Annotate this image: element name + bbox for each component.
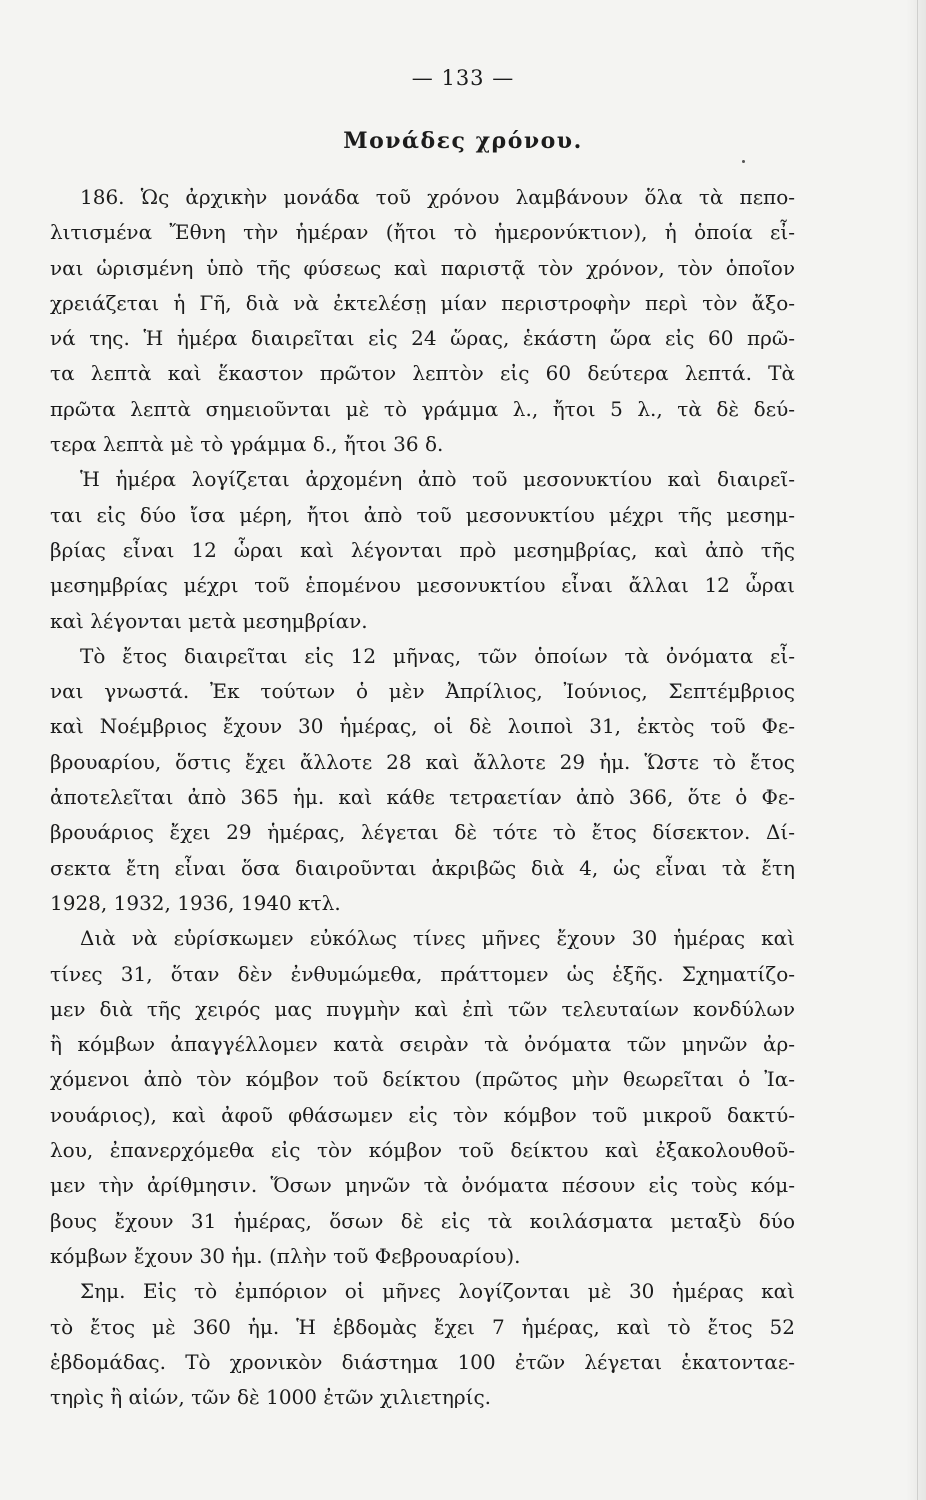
paragraph: [50, 462, 795, 638]
text-line: τὸ ἔτος μὲ 360 ἡμ. Ἡ ἑβδομὰς ἔχει 7 ἡμέρας, καὶ τὸ ἔτος 52: [50, 1314, 795, 1339]
paragraph: [50, 180, 795, 462]
text-line: βους ἔχουν 31 ἡμέρας, ὅσων δὲ εἰς τὰ κοιλάσματα μεταξὺ δύο: [50, 1208, 795, 1233]
page-edge-shadow: [906, 0, 926, 1500]
text-line: σεκτα ἔτη εἶναι ὅσα διαιροῦνται ἀκριβῶς διὰ 4, ὡς εἶναι τὰ ἔτη: [50, 855, 795, 880]
text-line: ναι ὡρισμένη ὑπὸ τῆς φύσεως καὶ παριστᾷ τὸν χρόνον, τὸν ὁποῖον: [50, 255, 795, 280]
text-line: βρουάριος ἔχει 29 ἡμέρας, λέγεται δὲ τότε τὸ ἔτος δίσεκτον. Δί-: [50, 820, 795, 845]
text-line: πρῶτα λεπτὰ σημειοῦνται μὲ τὸ γράμμα λ., ἤτοι 5 λ., τὰ δὲ δεύ-: [50, 396, 795, 421]
text-line: βρουαρίου, ὅστις ἔχει ἄλλοτε 28 καὶ ἄλλοτε 29 ἡμ. Ὥστε τὸ ἔτος: [50, 749, 795, 774]
text-line: τηρὶς ἢ αἰών, τῶν δὲ 1000 ἐτῶν χιλιετηρίς.: [50, 1385, 492, 1410]
text-line: κόμβων ἔχουν 30 ἡμ. (πλὴν τοῦ Φεβρουαρίου).: [50, 1243, 521, 1268]
paragraph: [50, 639, 795, 921]
text-line: καὶ Νοέμβριος ἔχουν 30 ἡμέρας, οἱ δὲ λοιποὶ 31, ἐκτὸς τοῦ Φε-: [50, 714, 795, 739]
page-number: — 133 —: [411, 66, 515, 90]
text-line: τίνες 31, ὅταν δὲν ἐνθυμώμεθα, πράττομεν ὡς ἑξῆς. Σχηματίζο-: [50, 961, 795, 986]
text-line: Σημ. Εἰς τὸ ἐμπόριον οἱ μῆνες λογίζονται μὲ 30 ἡμέρας καὶ: [80, 1279, 795, 1304]
text-line: ἢ κόμβων ἀπαγγέλλομεν κατὰ σειρὰν τὰ ὀνόματα τῶν μηνῶν ἀρ-: [50, 1032, 795, 1057]
text-line: λιτισμένα Ἔθνη τὴν ἡμέραν (ἤτοι τὸ ἡμερονύκτιον), ἡ ὁποία εἶ-: [50, 220, 795, 245]
paragraph: [50, 921, 795, 1274]
section-title: Μονάδες χρόνου.: [343, 128, 583, 154]
paragraph: [50, 1274, 795, 1415]
text-line: μεν διὰ τῆς χειρός μας πυγμὴν καὶ ἐπὶ τῶν τελευταίων κονδύλων: [50, 996, 795, 1021]
text-line: λου, ἐπανερχόμεθα εἰς τὸν κόμβον τοῦ δείκτου καὶ ἐξακολουθοῦ-: [50, 1138, 795, 1163]
text-line: τερα λεπτὰ μὲ τὸ γράμμα δ., ἤτοι 36 δ.: [50, 432, 444, 457]
text-line: μεσημβρίας μέχρι τοῦ ἑπομένου μεσονυκτίου εἶναι ἄλλαι 12 ὧραι: [50, 573, 795, 598]
text-line: ἀποτελεῖται ἀπὸ 365 ἡμ. καὶ κάθε τετραετίαν ἀπὸ 366, ὅτε ὁ Φε-: [50, 785, 795, 810]
text-body: [50, 180, 795, 1415]
text-line: ἑβδομάδας. Τὸ χρονικὸν διάστημα 100 ἐτῶν λέγεται ἑκατονταε-: [50, 1349, 795, 1374]
text-line: χόμενοι ἀπὸ τὸν κόμβον τοῦ δείκτου (πρῶτος μὴν θεωρεῖται ὁ Ἰα-: [50, 1067, 795, 1092]
text-line: 1928, 1932, 1936, 1940 κτλ.: [50, 890, 341, 915]
text-line: ναι γνωστά. Ἐκ τούτων ὁ μὲν Ἀπρίλιος, Ἰούνιος, Σεπτέμβριος: [50, 679, 795, 704]
text-line: Τὸ ἔτος διαιρεῖται εἰς 12 μῆνας, τῶν ὁποίων τὰ ὀνόματα εἶ-: [80, 643, 795, 668]
text-line: τα λεπτὰ καὶ ἕκαστον πρῶτον λεπτὸν εἰς 60 δεύτερα λεπτά. Τὰ: [50, 361, 795, 386]
text-line: χρειάζεται ἡ Γῆ, διὰ νὰ ἐκτελέσῃ μίαν περιστροφὴν περὶ τὸν ἄξο-: [50, 290, 795, 315]
ink-dot: [742, 160, 745, 163]
page-edge-line: [917, 0, 918, 1500]
text-line: 186. Ὡς ἀρχικὴν μονάδα τοῦ χρόνου λαμβάνουν ὅλα τὰ πεπο-: [80, 185, 795, 209]
text-line: Διὰ νὰ εὑρίσκωμεν εὐκόλως τίνες μῆνες ἔχουν 30 ἡμέρας καὶ: [80, 926, 795, 951]
text-line: μεν τὴν ἀρίθμησιν. Ὅσων μηνῶν τὰ ὀνόματα πέσουν εἰς τοὺς κόμ-: [50, 1173, 795, 1198]
text-line: νά της. Ἡ ἡμέρα διαιρεῖται εἰς 24 ὥρας, ἑκάστη ὥρα εἰς 60 πρῶ-: [50, 326, 795, 351]
text-line: Ἡ ἡμέρα λογίζεται ἀρχομένη ἀπὸ τοῦ μεσονυκτίου καὶ διαιρεῖ-: [80, 467, 795, 492]
text-line: βρίας εἶναι 12 ὧραι καὶ λέγονται πρὸ μεσημβρίας, καὶ ἀπὸ τῆς: [50, 537, 795, 562]
text-line: νουάριος), καὶ ἀφοῦ φθάσωμεν εἰς τὸν κόμβον τοῦ μικροῦ δακτύ-: [50, 1102, 795, 1127]
text-line: καὶ λέγονται μετὰ μεσημβρίαν.: [50, 608, 368, 633]
text-line: ται εἰς δύο ἴσα μέρη, ἤτοι ἀπὸ τοῦ μεσονυκτίου μέχρι τῆς μεσημ-: [50, 502, 795, 527]
